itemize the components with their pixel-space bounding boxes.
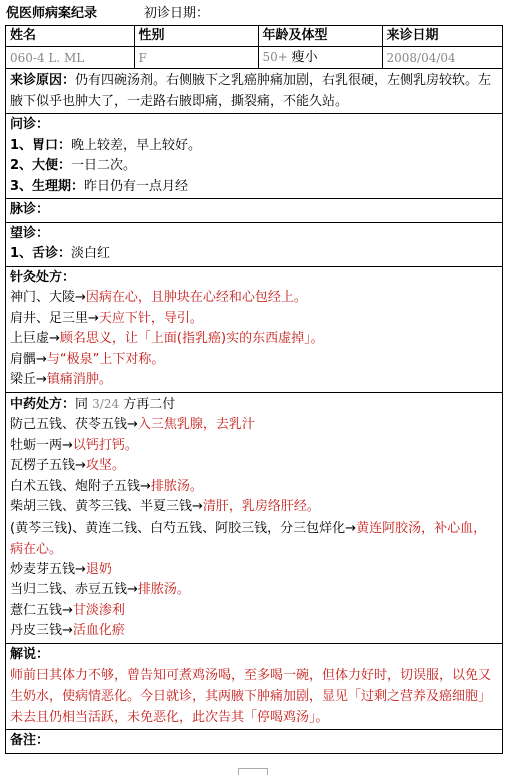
acupoints: 神门、大陵 — [10, 290, 76, 305]
acupuncture-item — [10, 350, 498, 371]
title-row — [6, 4, 500, 24]
inquiry-item-text: 昨日仍有一点月经 — [84, 178, 189, 194]
herbal-label: 中药处方： — [10, 396, 76, 412]
inquiry-label: 问诊： — [10, 117, 50, 132]
herbs: 当归二钱、赤豆五钱 — [10, 582, 128, 597]
herbal-item — [10, 497, 498, 518]
acupoints: 肩髃 — [10, 351, 37, 367]
tongue-label: 1、舌诊： — [10, 246, 72, 261]
acupoints: 梁丘 — [10, 372, 37, 387]
herbs: (黄芩三钱)、黄连二钱、白芍五钱、阿胶三钱，分三包烊化 — [10, 520, 346, 536]
herb-note: 甘淡渗利 — [72, 602, 125, 618]
patient-age-build-value — [258, 47, 382, 69]
herb-note: 活血化瘀 — [72, 623, 125, 638]
age-build-header: 年龄及体型 — [258, 26, 382, 47]
observation-item — [10, 244, 498, 265]
acupuncture-item — [10, 288, 498, 309]
herb-note: 清肝，乳房络肝经。 — [202, 499, 320, 514]
herb-note: 黄连阿胶汤，补心血，病在心。 — [10, 520, 487, 557]
observation-section — [6, 223, 502, 267]
patient-name-value: 060-4 L. ML — [6, 47, 134, 69]
arrow-right-icon: → — [88, 310, 99, 326]
herbal-item — [10, 560, 498, 581]
acupuncture-section — [6, 267, 502, 393]
arrow-right-icon: → — [75, 561, 86, 577]
pulse-label: 脉诊： — [10, 202, 50, 217]
arrow-right-icon: → — [75, 290, 86, 305]
acupuncture-item — [10, 309, 498, 330]
complaint-label: 来诊原因： — [10, 73, 76, 88]
arrow-right-icon: → — [140, 478, 151, 494]
tongue-text: 淡白红 — [71, 246, 111, 261]
arrow-right-icon: → — [36, 372, 47, 387]
arrow-right-icon: → — [127, 582, 138, 597]
remarks-label: 备注： — [10, 733, 50, 748]
herbs: 丹皮三钱 — [10, 623, 63, 638]
arrow-right-icon: → — [62, 437, 73, 453]
explanation-text: 师前曰其体力不够，曾告知可煮鸡汤喝，至多喝一碗，但体力好时，切误服，以免又生奶水，使病情恶化。今日就诊，其两腋下肿痛加剧，显见「过剩之营养及癌细胞」未去且仍相当活跃，未免恶化，此次告其「停喝鸡汤」。 — [10, 668, 492, 725]
herbal-item — [10, 518, 498, 560]
acupoint-note: 顾名思义，让「上面(指乳癌)实的东西虚掉」。 — [59, 331, 324, 346]
explanation-label: 解说： — [10, 646, 50, 662]
herb-note: 以钙打钙。 — [72, 437, 138, 453]
document-title: 倪医师病案纪录 — [6, 6, 98, 21]
herbal-item — [10, 580, 498, 601]
inquiry-item-label: 3、生理期： — [10, 178, 85, 194]
herb-note: 退奶 — [85, 561, 112, 577]
herbs: 炒麦芽五钱 — [10, 561, 76, 577]
herb-note: 排脓汤。 — [150, 478, 203, 494]
herb-note: 排脓汤。 — [137, 582, 190, 597]
herbs: 白术五钱、炮附子五钱 — [10, 478, 141, 494]
inquiry-item-text: 晚上较差，早上较好。 — [71, 137, 202, 153]
patient-value-row — [6, 47, 502, 69]
inquiry-item-label: 2、大便： — [10, 158, 72, 173]
herbal-item — [10, 415, 498, 436]
herbs: 牡蛎一两 — [10, 437, 63, 453]
gender-header: 性别 — [134, 26, 258, 47]
herbal-section — [6, 393, 502, 644]
complaint-section — [6, 69, 502, 114]
acupuncture-label: 针灸处方： — [10, 269, 76, 285]
case-record-sheet — [5, 25, 503, 754]
herbal-header — [10, 394, 498, 416]
herbal-item — [10, 621, 498, 642]
name-header: 姓名 — [6, 26, 134, 47]
inquiry-item-text: 一日二次。 — [71, 158, 137, 173]
acupuncture-item — [10, 329, 498, 350]
patient-age-value: 50+ — [262, 50, 288, 64]
acupoints: 上巨虚 — [10, 331, 50, 346]
herbs: 瓦楞子五钱 — [10, 458, 76, 473]
patient-header-row — [6, 26, 502, 47]
acupoint-note: 天应下针，导引。 — [98, 310, 203, 326]
herbal-item — [10, 436, 498, 457]
acupoint-note: 镇痛消肿。 — [46, 372, 112, 387]
observation-label: 望诊： — [10, 225, 50, 241]
inquiry-item — [10, 136, 498, 157]
arrow-right-icon: → — [127, 417, 138, 432]
herbs: 薏仁五钱 — [10, 602, 63, 618]
complaint-text: 仍有四碗汤剂。右侧腋下之乳癌肿痛加剧，右乳很硬，左侧乳房较软。左腋下似乎也肿大了，一走路右腋即痛，撕裂痛，不能久站。 — [10, 73, 492, 109]
arrow-right-icon: → — [192, 499, 203, 514]
arrow-right-icon: → — [36, 351, 47, 367]
herbal-reference-date: 3/24 — [92, 396, 120, 411]
inquiry-item-label: 1、胃口： — [10, 137, 72, 153]
herb-note: 入三焦乳腺，去乳汁 — [137, 417, 255, 432]
herbal-item — [10, 456, 498, 477]
inquiry-item — [10, 177, 498, 198]
arrow-right-icon: → — [62, 623, 73, 638]
patient-visit-date-value: 2008/04/04 — [382, 47, 502, 69]
explanation-section — [6, 644, 502, 731]
herbal-item — [10, 477, 498, 498]
herbs: 柴胡三钱、黄芩三钱、半夏三钱 — [10, 499, 193, 514]
acupoints: 肩井、足三里 — [10, 310, 89, 326]
herbal-item — [10, 601, 498, 622]
acupoint-note: 与“极泉”上下对称。 — [46, 351, 165, 367]
arrow-right-icon: → — [75, 458, 86, 473]
patient-build-value: 瘦小 — [291, 50, 318, 65]
first-visit-date-label: 初诊日期： — [144, 6, 210, 21]
herb-note: 攻坚。 — [85, 458, 125, 473]
arrow-right-icon: → — [62, 602, 73, 618]
visit-date-header: 来诊日期 — [382, 26, 502, 47]
arrow-right-icon: → — [345, 520, 357, 536]
pulse-section — [6, 199, 502, 223]
inquiry-section — [6, 114, 502, 199]
arrow-right-icon: → — [49, 331, 60, 346]
acupuncture-item — [10, 370, 498, 391]
patient-gender-value: F — [134, 47, 258, 69]
remarks-section — [6, 730, 502, 753]
herbal-intro: 同 — [75, 396, 89, 412]
herbal-intro-suffix: 方再二付 — [123, 396, 176, 412]
acupoint-note: 因病在心，且肿块在心经和心包经上。 — [85, 290, 307, 305]
inquiry-item — [10, 156, 498, 177]
herbs: 防己五钱、茯苓五钱 — [10, 417, 128, 432]
